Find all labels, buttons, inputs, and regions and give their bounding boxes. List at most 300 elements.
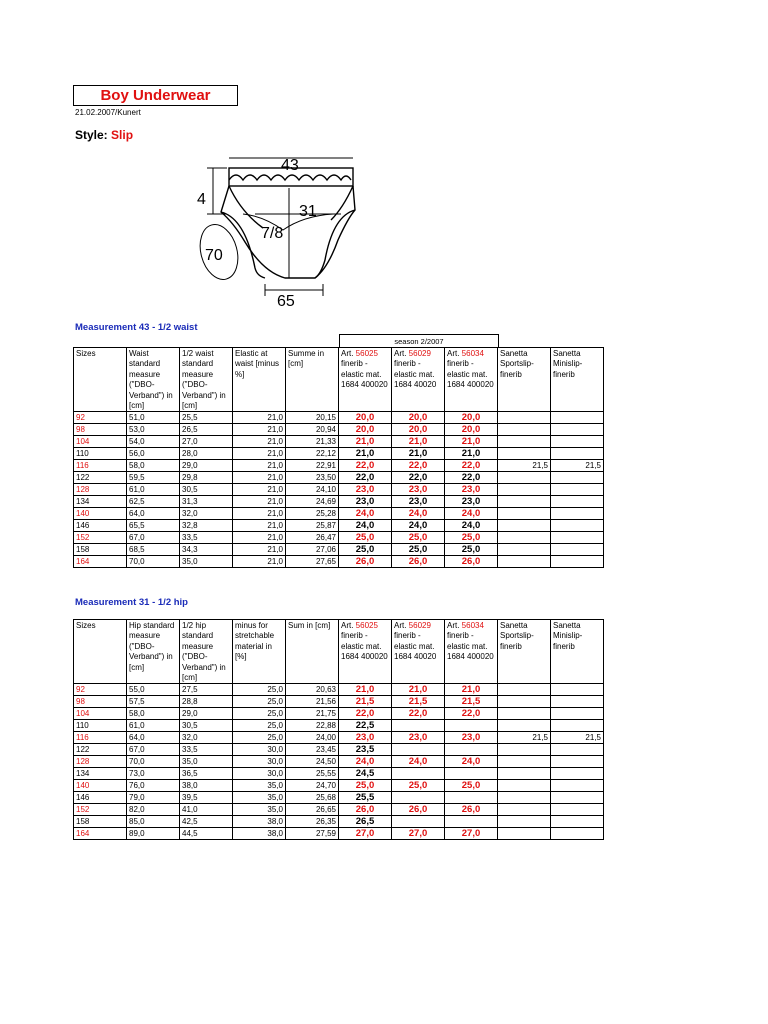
- document-title: Boy Underwear: [73, 85, 238, 106]
- header-half: 1/2 waist standard measure ("DBO-Verband") in [cm]: [180, 348, 233, 412]
- table-row: [74, 520, 604, 532]
- half-cell: 32,0: [180, 508, 233, 520]
- table-row: [74, 684, 604, 696]
- sum-cell: 20,63: [286, 684, 339, 696]
- header-std: Hip standard measure ("DBO-Verband") in [cm]: [127, 620, 180, 684]
- sanetta-2-cell: [551, 424, 604, 436]
- factor-cell: 38,0: [233, 816, 286, 828]
- half-cell: 25,5: [180, 412, 233, 424]
- sum-cell: 20,15: [286, 412, 339, 424]
- std-cell: 68,5: [127, 544, 180, 556]
- art-3-cell: [445, 720, 498, 732]
- art-3-cell: 25,0: [445, 780, 498, 792]
- art-3-cell: 24,0: [445, 508, 498, 520]
- table-row: [74, 756, 604, 768]
- art-2-cell: 25,0: [392, 532, 445, 544]
- hip-header-row: [74, 620, 604, 684]
- sum-cell: 21,75: [286, 708, 339, 720]
- slip-outline: [221, 186, 355, 278]
- size-cell: 116: [74, 732, 127, 744]
- size-cell: 152: [74, 804, 127, 816]
- art-1-cell: 26,0: [339, 556, 392, 568]
- sanetta-1-cell: [498, 792, 551, 804]
- sanetta-1-cell: [498, 520, 551, 532]
- factor-cell: 21,0: [233, 412, 286, 424]
- sanetta-1-cell: [498, 448, 551, 460]
- art-3-cell: 23,0: [445, 484, 498, 496]
- art-3-cell: 21,0: [445, 436, 498, 448]
- sanetta-2-cell: [551, 472, 604, 484]
- art-3-cell: 21,0: [445, 684, 498, 696]
- factor-cell: 35,0: [233, 792, 286, 804]
- size-cell: 146: [74, 520, 127, 532]
- size-cell: 158: [74, 544, 127, 556]
- sanetta-2-cell: [551, 804, 604, 816]
- std-cell: 54,0: [127, 436, 180, 448]
- art-1-cell: 23,0: [339, 496, 392, 508]
- half-cell: 29,0: [180, 460, 233, 472]
- header-sanetta-2: Sanetta Minislip-finerib: [551, 620, 604, 684]
- art-3-cell: 24,0: [445, 756, 498, 768]
- sum-cell: 26,35: [286, 816, 339, 828]
- std-cell: 57,5: [127, 696, 180, 708]
- factor-cell: 25,0: [233, 720, 286, 732]
- header-art-3: Art. 56034 finerib - elastic mat. 1684 400020: [445, 348, 498, 412]
- table-row: [74, 732, 604, 744]
- size-cell: 110: [74, 720, 127, 732]
- sanetta-1-cell: [498, 756, 551, 768]
- art-1-cell: 23,0: [339, 732, 392, 744]
- sanetta-1-cell: [498, 424, 551, 436]
- art-1-cell: 22,5: [339, 720, 392, 732]
- size-cell: 134: [74, 496, 127, 508]
- sum-cell: 27,06: [286, 544, 339, 556]
- std-cell: 70,0: [127, 756, 180, 768]
- half-cell: 28,8: [180, 696, 233, 708]
- factor-cell: 21,0: [233, 520, 286, 532]
- art-3-cell: 20,0: [445, 412, 498, 424]
- factor-cell: 25,0: [233, 696, 286, 708]
- size-cell: 158: [74, 816, 127, 828]
- label-7-8: 7/8: [261, 225, 284, 242]
- art-1-cell: 26,5: [339, 816, 392, 828]
- std-cell: 76,0: [127, 780, 180, 792]
- art-1-cell: 25,5: [339, 792, 392, 804]
- factor-cell: 38,0: [233, 828, 286, 840]
- factor-cell: 21,0: [233, 424, 286, 436]
- half-cell: 39,5: [180, 792, 233, 804]
- sanetta-2-cell: [551, 816, 604, 828]
- season-label: season 2/2007: [339, 334, 499, 348]
- label-65: 65: [277, 293, 295, 310]
- art-3-cell: 24,0: [445, 520, 498, 532]
- art-1-cell: 20,0: [339, 424, 392, 436]
- sanetta-2-cell: [551, 436, 604, 448]
- sanetta-2-cell: [551, 448, 604, 460]
- art-3-cell: [445, 792, 498, 804]
- half-cell: 31,3: [180, 496, 233, 508]
- std-cell: 65,5: [127, 520, 180, 532]
- header-art-1: Art. 56025 finerib - elastic mat. 1684 400020: [339, 620, 392, 684]
- size-cell: 92: [74, 412, 127, 424]
- header-sizes: Sizes: [74, 620, 127, 684]
- sanetta-2-cell: [551, 756, 604, 768]
- sanetta-1-cell: [498, 556, 551, 568]
- art-1-cell: 27,0: [339, 828, 392, 840]
- std-cell: 53,0: [127, 424, 180, 436]
- half-cell: 32,8: [180, 520, 233, 532]
- table-row: [74, 708, 604, 720]
- sanetta-1-cell: [498, 720, 551, 732]
- sum-cell: 24,69: [286, 496, 339, 508]
- sanetta-2-cell: [551, 684, 604, 696]
- half-cell: 35,0: [180, 756, 233, 768]
- style-label: Style:: [75, 128, 108, 142]
- size-cell: 134: [74, 768, 127, 780]
- waist-section-title: Measurement 43 - 1/2 waist: [75, 322, 198, 333]
- factor-cell: 25,0: [233, 684, 286, 696]
- std-cell: 67,0: [127, 532, 180, 544]
- sum-cell: 23,45: [286, 744, 339, 756]
- factor-cell: 21,0: [233, 484, 286, 496]
- size-cell: 116: [74, 460, 127, 472]
- sanetta-2-cell: 21,5: [551, 460, 604, 472]
- std-cell: 85,0: [127, 816, 180, 828]
- sanetta-2-cell: [551, 544, 604, 556]
- art-2-cell: 25,0: [392, 780, 445, 792]
- art-2-cell: 20,0: [392, 424, 445, 436]
- half-cell: 38,0: [180, 780, 233, 792]
- header-sanetta-1: Sanetta Sportslip-finerib: [498, 620, 551, 684]
- sum-cell: 23,50: [286, 472, 339, 484]
- sanetta-1-cell: [498, 816, 551, 828]
- waistband-wave: [229, 175, 351, 180]
- sanetta-2-cell: [551, 412, 604, 424]
- art-2-cell: 22,0: [392, 708, 445, 720]
- half-cell: 35,0: [180, 556, 233, 568]
- sanetta-2-cell: [551, 508, 604, 520]
- sanetta-1-cell: [498, 496, 551, 508]
- sanetta-2-cell: [551, 496, 604, 508]
- half-cell: 32,0: [180, 732, 233, 744]
- table-row: [74, 460, 604, 472]
- half-cell: 42,5: [180, 816, 233, 828]
- art-2-cell: 23,0: [392, 496, 445, 508]
- sanetta-2-cell: [551, 708, 604, 720]
- sanetta-1-cell: [498, 544, 551, 556]
- header-art-1: Art. 56025 finerib - elastic mat. 1684 400020: [339, 348, 392, 412]
- header-sum: Summe in [cm]: [286, 348, 339, 412]
- table-row: [74, 720, 604, 732]
- art-2-cell: [392, 816, 445, 828]
- factor-cell: 21,0: [233, 472, 286, 484]
- art-2-cell: 20,0: [392, 412, 445, 424]
- factor-cell: 21,0: [233, 460, 286, 472]
- factor-cell: 21,0: [233, 544, 286, 556]
- sanetta-1-cell: [498, 804, 551, 816]
- header-half: 1/2 hip standard measure ("DBO-Verband") in [cm]: [180, 620, 233, 684]
- factor-cell: 30,0: [233, 756, 286, 768]
- label-43: 43: [281, 157, 299, 174]
- factor-cell: 21,0: [233, 508, 286, 520]
- header-std: Waist standard measure ("DBO-Verband") in [cm]: [127, 348, 180, 412]
- sum-cell: 22,88: [286, 720, 339, 732]
- label-4: 4: [197, 191, 206, 208]
- art-2-cell: 22,0: [392, 472, 445, 484]
- table-row: [74, 768, 604, 780]
- style-line: [75, 128, 133, 142]
- slip-sketch: [193, 150, 363, 312]
- factor-cell: 25,0: [233, 708, 286, 720]
- sanetta-2-cell: [551, 556, 604, 568]
- factor-cell: 21,0: [233, 496, 286, 508]
- table-row: [74, 532, 604, 544]
- std-cell: 89,0: [127, 828, 180, 840]
- art-3-cell: 26,0: [445, 556, 498, 568]
- size-cell: 104: [74, 708, 127, 720]
- art-3-cell: [445, 768, 498, 780]
- art-3-cell: 23,0: [445, 732, 498, 744]
- sanetta-2-cell: [551, 696, 604, 708]
- art-3-cell: 25,0: [445, 544, 498, 556]
- half-cell: 29,8: [180, 472, 233, 484]
- table-row: [74, 780, 604, 792]
- size-cell: 128: [74, 484, 127, 496]
- half-cell: 27,5: [180, 684, 233, 696]
- art-2-cell: 24,0: [392, 520, 445, 532]
- sum-cell: 25,55: [286, 768, 339, 780]
- art-1-cell: 24,0: [339, 756, 392, 768]
- factor-cell: 30,0: [233, 768, 286, 780]
- art-2-cell: 23,0: [392, 732, 445, 744]
- size-cell: 98: [74, 696, 127, 708]
- header-sum: Sum in [cm]: [286, 620, 339, 684]
- size-cell: 140: [74, 508, 127, 520]
- style-value: Slip: [111, 128, 134, 142]
- sanetta-1-cell: [498, 828, 551, 840]
- std-cell: 61,0: [127, 720, 180, 732]
- sum-cell: 24,50: [286, 756, 339, 768]
- size-cell: 98: [74, 424, 127, 436]
- sanetta-2-cell: [551, 768, 604, 780]
- sanetta-1-cell: [498, 484, 551, 496]
- art-2-cell: 21,0: [392, 436, 445, 448]
- art-2-cell: 27,0: [392, 828, 445, 840]
- half-cell: 30,5: [180, 720, 233, 732]
- header-art-3: Art. 56034 finerib - elastic mat. 1684 400020: [445, 620, 498, 684]
- size-cell: 164: [74, 828, 127, 840]
- sanetta-1-cell: [498, 768, 551, 780]
- size-cell: 122: [74, 744, 127, 756]
- hip-table-body: [74, 620, 604, 840]
- sum-cell: 27,59: [286, 828, 339, 840]
- std-cell: 82,0: [127, 804, 180, 816]
- sanetta-1-cell: 21,5: [498, 732, 551, 744]
- art-1-cell: 20,0: [339, 412, 392, 424]
- art-1-cell: 21,0: [339, 684, 392, 696]
- size-cell: 140: [74, 780, 127, 792]
- art-1-cell: 25,0: [339, 780, 392, 792]
- art-1-cell: 23,0: [339, 484, 392, 496]
- sum-cell: 26,47: [286, 532, 339, 544]
- sanetta-2-cell: 21,5: [551, 732, 604, 744]
- table-row: [74, 484, 604, 496]
- factor-cell: 35,0: [233, 804, 286, 816]
- art-1-cell: 22,0: [339, 472, 392, 484]
- art-3-cell: 22,0: [445, 708, 498, 720]
- factor-cell: 30,0: [233, 744, 286, 756]
- sum-cell: 22,12: [286, 448, 339, 460]
- half-cell: 29,0: [180, 708, 233, 720]
- header-art-2: Art. 56029 finerib - elastic mat. 1684 40020: [392, 348, 445, 412]
- sanetta-2-cell: [551, 744, 604, 756]
- size-cell: 128: [74, 756, 127, 768]
- art-2-cell: [392, 768, 445, 780]
- sum-cell: 25,87: [286, 520, 339, 532]
- sanetta-1-cell: [498, 696, 551, 708]
- sanetta-1-cell: [498, 708, 551, 720]
- header-sizes: Sizes: [74, 348, 127, 412]
- table-row: [74, 544, 604, 556]
- art-2-cell: 22,0: [392, 460, 445, 472]
- size-cell: 110: [74, 448, 127, 460]
- half-cell: 36,5: [180, 768, 233, 780]
- table-row: [74, 792, 604, 804]
- art-3-cell: 27,0: [445, 828, 498, 840]
- sum-cell: 24,70: [286, 780, 339, 792]
- table-row: [74, 804, 604, 816]
- sum-cell: 25,68: [286, 792, 339, 804]
- sum-cell: 22,91: [286, 460, 339, 472]
- table-row: [74, 424, 604, 436]
- half-cell: 30,5: [180, 484, 233, 496]
- art-2-cell: [392, 744, 445, 756]
- right-leg-opening: [315, 210, 355, 278]
- art-1-cell: 24,0: [339, 508, 392, 520]
- std-cell: 67,0: [127, 744, 180, 756]
- table-row: [74, 472, 604, 484]
- art-1-cell: 25,0: [339, 532, 392, 544]
- sum-cell: 26,65: [286, 804, 339, 816]
- art-1-cell: 22,0: [339, 708, 392, 720]
- size-cell: 152: [74, 532, 127, 544]
- header-factor: minus for stretchable material in [%]: [233, 620, 286, 684]
- sanetta-2-cell: [551, 792, 604, 804]
- sanetta-2-cell: [551, 828, 604, 840]
- art-3-cell: 25,0: [445, 532, 498, 544]
- art-1-cell: 23,5: [339, 744, 392, 756]
- std-cell: 79,0: [127, 792, 180, 804]
- std-cell: 58,0: [127, 460, 180, 472]
- half-cell: 33,5: [180, 532, 233, 544]
- art-1-cell: 26,0: [339, 804, 392, 816]
- table-row: [74, 556, 604, 568]
- factor-cell: 21,0: [233, 436, 286, 448]
- header-factor: Elastic at waist [minus %]: [233, 348, 286, 412]
- table-row: [74, 696, 604, 708]
- waist-header-row: [74, 348, 604, 412]
- sum-cell: 24,10: [286, 484, 339, 496]
- sanetta-1-cell: [498, 780, 551, 792]
- factor-cell: 21,0: [233, 556, 286, 568]
- art-2-cell: 23,0: [392, 484, 445, 496]
- sum-cell: 20,94: [286, 424, 339, 436]
- table-row: [74, 816, 604, 828]
- std-cell: 51,0: [127, 412, 180, 424]
- std-cell: 64,0: [127, 732, 180, 744]
- art-1-cell: 21,0: [339, 448, 392, 460]
- table-row: [74, 496, 604, 508]
- size-cell: 104: [74, 436, 127, 448]
- size-cell: 92: [74, 684, 127, 696]
- hip-section-title: Measurement 31 - 1/2 hip: [75, 597, 188, 608]
- sanetta-2-cell: [551, 780, 604, 792]
- art-1-cell: 24,0: [339, 520, 392, 532]
- sanetta-1-cell: [498, 744, 551, 756]
- waist-table-body: [74, 348, 604, 568]
- sum-cell: 24,00: [286, 732, 339, 744]
- hip-table: [73, 619, 604, 840]
- art-2-cell: 25,0: [392, 544, 445, 556]
- sanetta-1-cell: [498, 684, 551, 696]
- sanetta-1-cell: [498, 508, 551, 520]
- art-1-cell: 21,5: [339, 696, 392, 708]
- table-row: [74, 744, 604, 756]
- half-cell: 44,5: [180, 828, 233, 840]
- std-cell: 64,0: [127, 508, 180, 520]
- sanetta-1-cell: [498, 532, 551, 544]
- art-3-cell: [445, 816, 498, 828]
- header-art-2: Art. 56029 finerib - elastic mat. 1684 40020: [392, 620, 445, 684]
- art-3-cell: 23,0: [445, 496, 498, 508]
- art-2-cell: 21,5: [392, 696, 445, 708]
- factor-cell: 35,0: [233, 780, 286, 792]
- art-2-cell: 24,0: [392, 508, 445, 520]
- std-cell: 62,5: [127, 496, 180, 508]
- art-2-cell: [392, 720, 445, 732]
- size-cell: 146: [74, 792, 127, 804]
- sanetta-1-cell: [498, 412, 551, 424]
- art-2-cell: [392, 792, 445, 804]
- half-cell: 26,5: [180, 424, 233, 436]
- art-2-cell: 21,0: [392, 448, 445, 460]
- art-1-cell: 22,0: [339, 460, 392, 472]
- art-3-cell: 21,0: [445, 448, 498, 460]
- sanetta-1-cell: [498, 472, 551, 484]
- half-cell: 33,5: [180, 744, 233, 756]
- std-cell: 59,5: [127, 472, 180, 484]
- header-sanetta-2: Sanetta Minislip-finerib: [551, 348, 604, 412]
- table-row: [74, 412, 604, 424]
- size-cell: 122: [74, 472, 127, 484]
- label-31: 31: [299, 203, 317, 220]
- left-leg-opening: [221, 212, 265, 278]
- art-1-cell: 21,0: [339, 436, 392, 448]
- art-3-cell: 26,0: [445, 804, 498, 816]
- table-row: [74, 448, 604, 460]
- art-3-cell: [445, 744, 498, 756]
- sanetta-2-cell: [551, 720, 604, 732]
- art-3-cell: 20,0: [445, 424, 498, 436]
- art-1-cell: 24,5: [339, 768, 392, 780]
- art-3-cell: 22,0: [445, 460, 498, 472]
- half-cell: 27,0: [180, 436, 233, 448]
- sanetta-2-cell: [551, 532, 604, 544]
- table-row: [74, 508, 604, 520]
- label-70: 70: [205, 247, 223, 264]
- half-cell: 41,0: [180, 804, 233, 816]
- sum-cell: 27,65: [286, 556, 339, 568]
